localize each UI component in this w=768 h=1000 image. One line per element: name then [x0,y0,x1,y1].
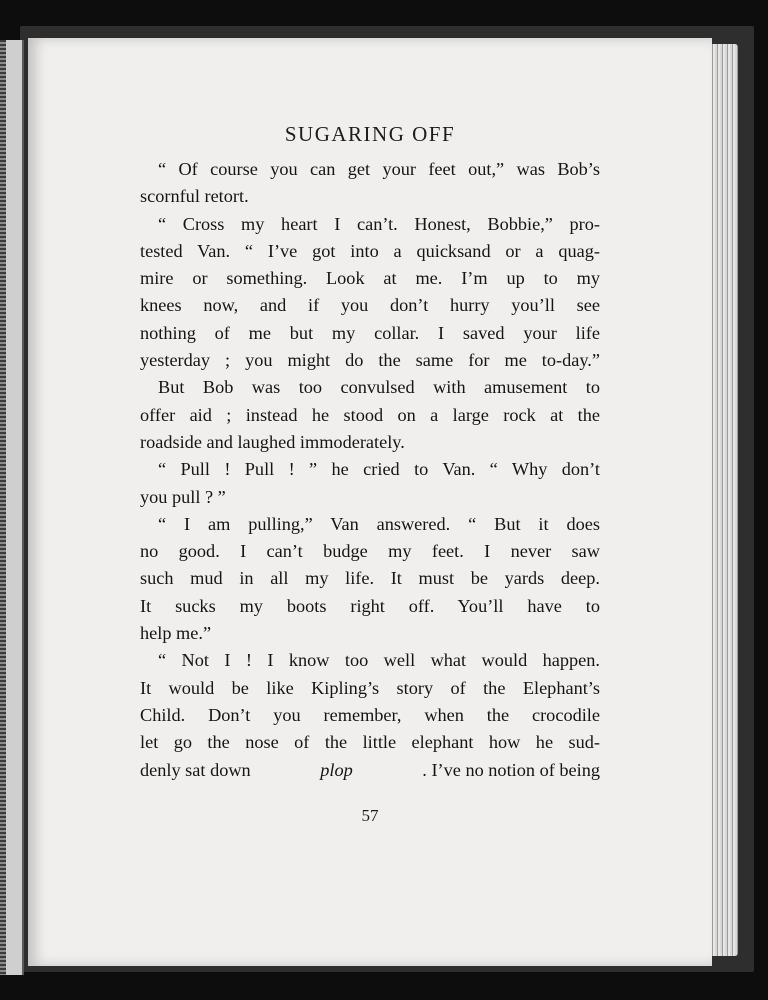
text-line: “ Cross my heart I can’t. Honest, Bobbie,” pro- [158,213,600,234]
running-head: SUGARING OFF [284,122,456,146]
text-line-mixed [140,757,600,784]
text-line: such mud in all my life. It must be yards deep. [140,568,600,589]
book-page [28,38,712,966]
text-line: tested Van. “ I’ve got into a quicksand or a quag- [140,240,600,261]
text-fragment: . I’ve no notion of being [422,759,600,780]
text-line: yesterday ; you might do the same for me to-day.” [140,350,600,371]
text-line: offer aid ; instead he stood on a large rock at the [140,404,600,425]
text-line: help me.” [140,623,212,644]
text-line: nothing of me but my collar. I saved your life [140,322,600,343]
text-line: “ I am pulling,” Van answered. “ But it does [158,513,600,534]
text-line: knees now, and if you don’t hurry you’ll see [140,295,600,316]
text-line: But Bob was too convulsed with amusement to [158,377,600,398]
text-line: let go the nose of the little elephant how he sud- [140,732,600,753]
text-line: no good. I can’t budge my feet. I never saw [140,541,600,562]
italic-word: plop [320,759,353,780]
text-line: Child. Don’t you remember, when the crocodile [140,704,600,725]
text-line: “ Of course you can get your feet out,” was Bob’s [158,159,600,179]
body-text [140,156,600,784]
text-line: It sucks my boots right off. You’ll have to [140,595,600,616]
text-line: roadside and laughed immoderately. [140,431,405,452]
binding-stitching [0,40,6,975]
text-fragment: denly sat down [140,759,251,780]
text-line: “ Not I ! I know too well what would happen. [158,650,600,671]
page-number: 57 [361,806,379,825]
text-line: scornful retort. [140,186,249,207]
text-line: “ Pull ! Pull ! ” he cried to Van. “ Why don’t [158,459,600,480]
text-line: you pull ? ” [140,486,226,507]
text-line: mire or something. Look at me. I’m up to my [140,268,600,289]
text-line: It would be like Kipling’s story of the Elephant’s [140,677,600,698]
